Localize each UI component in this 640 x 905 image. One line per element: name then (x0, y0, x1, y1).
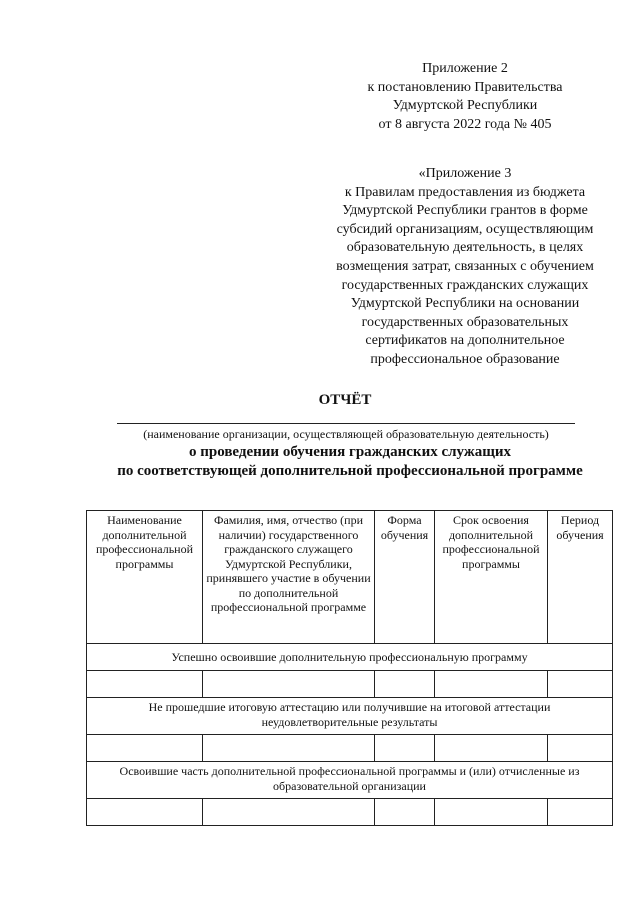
header-employee-name: Фамилия, имя, отчество (при наличии) государственного гражданского служащего Удмуртской Республики, принявшего участие в обучении по дополнительной профессиональной программе (203, 511, 375, 644)
attachment-3-line: государственных образовательных (361, 314, 569, 330)
section-failed: Не прошедшие итоговую аттестацию или получившие на итоговой аттестации неудовлетворительные результаты (87, 698, 613, 735)
report-subtitle-line: по соответствующей дополнительной профессиональной программе (117, 463, 583, 479)
attachment-2-line: от 8 августа 2022 года № 405 (378, 116, 552, 132)
table-cell (435, 799, 548, 826)
report-title: ОТЧЁТ (318, 392, 372, 408)
attachment-3-line: к Правилам предоставления из бюджета (344, 184, 586, 200)
table-cell (375, 735, 435, 762)
attachment-3-header (330, 165, 600, 370)
table-cell (87, 735, 203, 762)
report-subtitle-line: о проведении обучения гражданских служащих (188, 444, 512, 460)
table-header-row (87, 511, 613, 644)
org-name-hint: (наименование организации, осуществляющей образовательную деятельность) (143, 427, 549, 441)
table-cell (203, 735, 375, 762)
attachment-3-line: Удмуртской Республики на основании (350, 296, 580, 312)
table-cell (548, 799, 613, 826)
table-cell (375, 671, 435, 698)
attachment-3-line: субсидий организациям, осуществляющим (336, 221, 594, 237)
table-cell (203, 671, 375, 698)
section-partial-or-expelled: Освоившие часть дополнительной профессиональной программы и (или) отчисленные из образовательной организации (87, 762, 613, 799)
attachment-2-line: Удмуртской Республики (392, 98, 538, 113)
attachment-3-line: Удмуртской Республики грантов в форме (342, 203, 588, 219)
table-cell (435, 671, 548, 698)
attachment-3-line: профессиональное образование (370, 351, 560, 367)
report-table (86, 510, 613, 826)
table-cell (203, 799, 375, 826)
attachment-3-line: государственных гражданских служащих (341, 277, 589, 293)
section-row (87, 644, 613, 671)
attachment-2-header (330, 60, 600, 134)
section-row (87, 762, 613, 799)
table-row (87, 671, 613, 698)
table-cell (548, 735, 613, 762)
table-cell (87, 799, 203, 826)
table-cell (375, 799, 435, 826)
table-cell (87, 671, 203, 698)
table-cell (435, 735, 548, 762)
header-study-form: Форма обучения (375, 511, 435, 644)
attachment-2-line: Приложение 2 (422, 61, 508, 76)
section-completed: Успешно освоившие дополнительную профессиональную программу (87, 644, 613, 671)
org-name-blank-line (117, 423, 575, 424)
table-row (87, 735, 613, 762)
attachment-2-line: к постановлению Правительства (367, 79, 563, 95)
section-row (87, 698, 613, 735)
report-subtitle (60, 443, 640, 481)
table-row (87, 799, 613, 826)
attachment-3-line: образовательную деятельность, в целях (346, 240, 584, 256)
header-program-name: Наименование дополнительной профессиональной программы (87, 511, 203, 644)
attachment-3-line: возмещения затрат, связанных с обучением (336, 258, 594, 274)
attachment-3-line: «Приложение 3 (418, 166, 512, 181)
header-program-duration: Срок освоения дополнительной профессиональной программы (435, 511, 548, 644)
header-study-period: Период обучения (548, 511, 613, 644)
attachment-3-line: сертификатов на дополнительное (365, 333, 565, 349)
table-cell (548, 671, 613, 698)
